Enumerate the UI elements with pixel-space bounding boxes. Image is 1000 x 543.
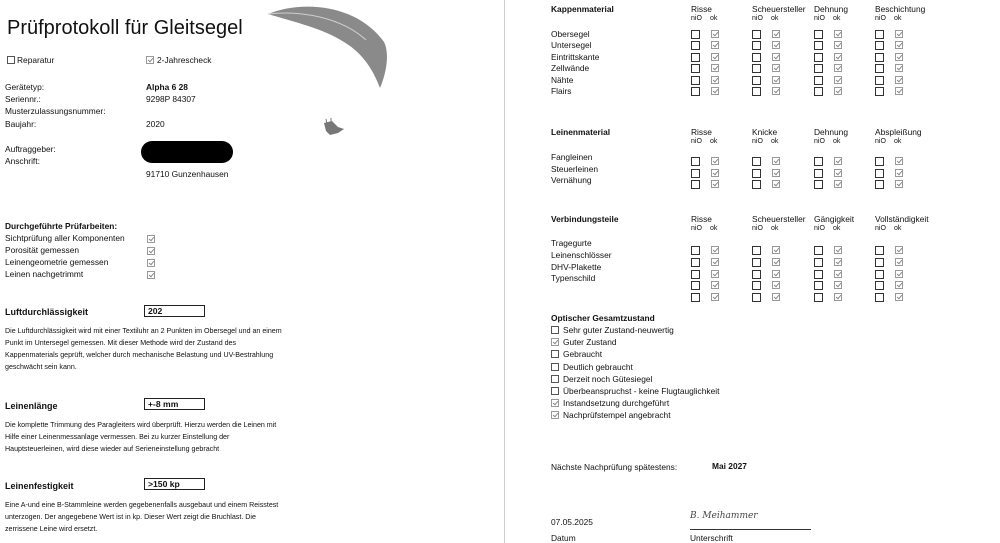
kappe-nio-checkbox[interactable] <box>814 64 823 73</box>
leinen-nio-checkbox[interactable] <box>814 180 823 189</box>
pruefarbeiten-heading: Durchgeführte Prüfarbeiten: <box>5 221 118 231</box>
kappe-ok-checkbox[interactable] <box>772 53 780 61</box>
verbindung-ok-checkbox[interactable] <box>834 246 842 254</box>
verbindung-ok-checkbox[interactable] <box>772 270 780 278</box>
leinen-column-header: Dehnung <box>814 127 848 137</box>
kappe-nio-label: niO <box>752 15 763 22</box>
kappe-nio-checkbox[interactable] <box>691 53 700 62</box>
verbindung-ok-checkbox[interactable] <box>711 293 719 301</box>
kappe-nio-checkbox[interactable] <box>752 41 761 50</box>
verbindung-row-label: Leinenschlösser <box>551 249 612 260</box>
luft-value[interactable]: 202 <box>144 305 205 317</box>
kappe-ok-checkbox[interactable] <box>772 30 780 38</box>
kappe-ok-checkbox[interactable] <box>711 53 719 61</box>
zustand-item-label: Instandsetzung durchgeführt <box>563 398 670 409</box>
kappe-nio-checkbox[interactable] <box>814 53 823 62</box>
verbindung-nio-checkbox[interactable] <box>691 293 700 302</box>
leinen-ok-checkbox[interactable] <box>772 169 780 177</box>
verbindung-column-header: Gängigkeit <box>814 214 855 224</box>
kappe-nio-label: niO <box>691 15 702 22</box>
kappe-ok-checkbox[interactable] <box>895 76 903 84</box>
kappe-ok-checkbox[interactable] <box>772 64 780 72</box>
seriennr-label: Seriennr.: <box>5 94 41 104</box>
kappe-ok-checkbox[interactable] <box>772 76 780 84</box>
leinen-nio-checkbox[interactable] <box>875 180 884 189</box>
verbindung-column-header: Scheuersteller <box>752 214 806 224</box>
signature-line <box>690 529 811 530</box>
kappe-ok-checkbox[interactable] <box>895 64 903 72</box>
leinenfestigkeit-heading: Leinenfestigkeit <box>5 481 74 491</box>
kappe-ok-checkbox[interactable] <box>772 87 780 95</box>
verbindung-ok-checkbox[interactable] <box>895 258 903 266</box>
kappe-nio-checkbox[interactable] <box>691 76 700 85</box>
verbindung-ok-checkbox[interactable] <box>834 270 842 278</box>
pruefarbeit-item: Porosität gemessen <box>5 245 80 255</box>
redaction-block <box>141 141 233 163</box>
leinenlaenge-text: Hilfe einer Leinenmessanlage vermessen. Bei zu kurzer Einstellung der <box>5 433 230 441</box>
kappe-ok-checkbox[interactable] <box>834 76 842 84</box>
leinenlaenge-text: Hauptsteuerleinen, wird diese wieder auf Serieneinstellung gebracht <box>5 445 220 453</box>
leinenfestigkeit-text: Eine A-und eine B-Stammleine werden gegebenenfalls ausgebaut und einem Reisstest <box>5 501 279 509</box>
signature: B. Meihammer <box>690 511 758 521</box>
kappe-nio-checkbox[interactable] <box>875 87 884 96</box>
leinen-column-header: Knicke <box>752 127 778 137</box>
zustand-checkbox[interactable] <box>551 326 559 334</box>
kappe-row-label: Untersegel <box>551 40 592 51</box>
leinenlaenge-value[interactable]: +-8 mm <box>144 398 205 410</box>
pruefarbeit-checkbox[interactable] <box>147 259 155 267</box>
next-inspection-label: Nächste Nachprüfung spätestens: <box>551 462 678 472</box>
page-title: Prüfprotokoll für Gleitsegel <box>7 17 243 39</box>
leinen-nio-checkbox[interactable] <box>752 157 761 166</box>
date-label: Datum <box>551 533 576 543</box>
verbindung-nio-checkbox[interactable] <box>875 281 884 290</box>
verbindung-column-header: Vollständigkeit <box>875 214 929 224</box>
verbindung-ok-checkbox[interactable] <box>711 281 719 289</box>
verbindung-ok-checkbox[interactable] <box>895 246 903 254</box>
leinenlaenge-text: Die komplette Trimmung des Paragleiters wird überprüft. Hierzu werden die Leinen mit <box>5 421 277 429</box>
pruefarbeit-checkbox[interactable] <box>147 235 155 243</box>
verbindung-ok-checkbox[interactable] <box>772 293 780 301</box>
verbindung-nio-checkbox[interactable] <box>691 281 700 290</box>
zustand-item-label: Sehr guter Zustand-neuwertig <box>563 325 674 335</box>
leinen-nio-checkbox[interactable] <box>814 157 823 166</box>
leinen-nio-checkbox[interactable] <box>691 157 700 166</box>
verbindung-ok-checkbox[interactable] <box>834 293 842 301</box>
jahrescheck-label: 2-Jahrescheck <box>157 55 212 65</box>
verbindung-column-header: Risse <box>691 214 712 224</box>
zustand-checkbox[interactable] <box>551 387 559 395</box>
kappe-column-header: Beschichtung <box>875 4 926 14</box>
reparatur-label: Reparatur <box>17 55 55 65</box>
verbindung-nio-checkbox[interactable] <box>691 246 700 255</box>
verbindung-ok-checkbox[interactable] <box>711 246 719 254</box>
verbindung-nio-checkbox[interactable] <box>875 293 884 302</box>
zustand-item-label: Deutlich gebraucht <box>563 361 633 372</box>
verbindung-nio-checkbox[interactable] <box>752 270 761 279</box>
kappe-nio-checkbox[interactable] <box>875 76 884 85</box>
luft-text: Punkt im Untersegel gemessen. Mit dieser Methode wird der Zustand des <box>5 339 237 347</box>
kappe-ok-checkbox[interactable] <box>711 41 719 49</box>
verbindung-nio-checkbox[interactable] <box>752 281 761 290</box>
leinen-nio-checkbox[interactable] <box>875 169 884 178</box>
leinen-nio-label: niO <box>875 138 886 145</box>
kappe-nio-checkbox[interactable] <box>875 53 884 62</box>
verbindung-nio-checkbox[interactable] <box>814 293 823 302</box>
pruefarbeit-checkbox[interactable] <box>147 271 155 279</box>
verbindung-ok-checkbox[interactable] <box>711 258 719 266</box>
leinen-ok-checkbox[interactable] <box>895 157 903 165</box>
zustand-checkbox[interactable] <box>551 399 559 407</box>
verbindung-nio-checkbox[interactable] <box>814 281 823 290</box>
verbindung-row-label: Typenschild <box>551 273 596 284</box>
leinen-nio-checkbox[interactable] <box>875 157 884 166</box>
leinen-ok-checkbox[interactable] <box>834 157 842 165</box>
kappe-column-header: Scheuersteller <box>752 4 806 14</box>
verbindung-ok-checkbox[interactable] <box>772 281 780 289</box>
leinen-ok-checkbox[interactable] <box>711 157 719 165</box>
kappe-nio-checkbox[interactable] <box>814 76 823 85</box>
zustand-item-label: Guter Zustand <box>563 337 617 348</box>
leinenfestigkeit-value[interactable]: >150 kp <box>144 478 205 490</box>
kappe-nio-checkbox[interactable] <box>691 64 700 73</box>
verbindung-ok-checkbox[interactable] <box>711 270 719 278</box>
leinen-ok-label: ok <box>771 138 779 145</box>
leinen-ok-checkbox[interactable] <box>834 169 842 177</box>
kappe-nio-checkbox[interactable] <box>752 30 761 39</box>
verbindung-nio-checkbox[interactable] <box>691 270 700 279</box>
kappe-nio-checkbox[interactable] <box>814 30 823 39</box>
kappe-ok-checkbox[interactable] <box>834 53 842 61</box>
kappe-ok-label: ok <box>710 15 718 22</box>
leinen-ok-checkbox[interactable] <box>711 169 719 177</box>
verbindung-ok-checkbox[interactable] <box>834 281 842 289</box>
verbindung-ok-label: ok <box>771 225 779 232</box>
zustand-checkbox[interactable] <box>551 411 559 419</box>
verbindung-nio-checkbox[interactable] <box>752 246 761 255</box>
pruefarbeit-item: Leinen nachgetrimmt <box>5 269 84 279</box>
leinen-nio-label: niO <box>814 138 825 145</box>
leinen-ok-label: ok <box>833 138 841 145</box>
date-value: 07.05.2025 <box>551 517 593 527</box>
verbindung-nio-checkbox[interactable] <box>875 258 884 267</box>
zustand-heading: Optischer Gesamtzustand <box>551 313 655 323</box>
leinen-column-header: Abspleißung <box>875 127 922 137</box>
leinen-row-label: Steuerleinen <box>551 163 599 174</box>
kappe-ok-checkbox[interactable] <box>834 41 842 49</box>
verbindung-row-label: DHV-Plakette <box>551 261 602 272</box>
verbindung-ok-checkbox[interactable] <box>895 281 903 289</box>
leinen-nio-checkbox[interactable] <box>691 180 700 189</box>
verbindung-nio-checkbox[interactable] <box>814 246 823 255</box>
kappe-nio-label: niO <box>875 15 886 22</box>
kappe-nio-checkbox[interactable] <box>752 87 761 96</box>
zustand-checkbox[interactable] <box>551 338 559 346</box>
leinen-nio-checkbox[interactable] <box>814 169 823 178</box>
pruefarbeit-item: Leinengeometrie gemessen <box>5 257 109 267</box>
kappe-nio-checkbox[interactable] <box>691 30 700 39</box>
jahrescheck-checkbox[interactable] <box>146 56 154 64</box>
next-inspection-value: Mai 2027 <box>712 461 747 471</box>
kappe-ok-checkbox[interactable] <box>895 41 903 49</box>
verbindung-nio-checkbox[interactable] <box>814 258 823 267</box>
verbindung-nio-checkbox[interactable] <box>752 293 761 302</box>
verbindung-ok-label: ok <box>710 225 718 232</box>
kappe-row-label: Obersegel <box>551 29 590 39</box>
kappe-nio-checkbox[interactable] <box>752 64 761 73</box>
reparatur-checkbox[interactable] <box>7 56 15 64</box>
verbindung-heading: Verbindungsteile <box>551 214 619 224</box>
leinen-nio-checkbox[interactable] <box>691 169 700 178</box>
verbindung-nio-label: niO <box>875 225 886 232</box>
kappe-ok-checkbox[interactable] <box>895 87 903 95</box>
verbindung-ok-label: ok <box>833 225 841 232</box>
kappe-ok-checkbox[interactable] <box>834 64 842 72</box>
kappe-row-label: Eintrittskante <box>551 51 600 62</box>
leinenlaenge-heading: Leinenlänge <box>5 401 58 411</box>
zustand-item-label: Gebraucht <box>563 349 603 360</box>
verbindung-row-label: Tragegurte <box>551 238 592 248</box>
verbindung-ok-checkbox[interactable] <box>834 258 842 266</box>
verbindung-ok-checkbox[interactable] <box>895 293 903 301</box>
zustand-checkbox[interactable] <box>551 350 559 358</box>
kappe-ok-checkbox[interactable] <box>772 41 780 49</box>
anschrift-value: 91710 Gunzenhausen <box>146 169 229 179</box>
kappe-column-header: Dehnung <box>814 4 848 14</box>
kappe-ok-checkbox[interactable] <box>711 64 719 72</box>
anschrift-label: Anschrift: <box>5 156 40 166</box>
leinen-ok-checkbox[interactable] <box>895 169 903 177</box>
verbindung-nio-label: niO <box>814 225 825 232</box>
verbindung-nio-checkbox[interactable] <box>814 270 823 279</box>
verbindung-ok-label: ok <box>894 225 902 232</box>
kappe-row-label: Flairs <box>551 86 572 96</box>
kappe-nio-checkbox[interactable] <box>752 76 761 85</box>
kappe-nio-checkbox[interactable] <box>752 53 761 62</box>
geraetetyp-value: Alpha 6 28 <box>146 82 188 92</box>
kappe-nio-checkbox[interactable] <box>875 41 884 50</box>
leinen-nio-label: niO <box>752 138 763 145</box>
kappe-row-label: Nähte <box>551 74 574 85</box>
pruefarbeit-item: Sichtprüfung aller Komponenten <box>5 233 125 243</box>
kappe-ok-label: ok <box>894 15 902 22</box>
kappe-column-header: Risse <box>691 4 712 14</box>
leinen-nio-label: niO <box>691 138 702 145</box>
leinen-nio-checkbox[interactable] <box>752 180 761 189</box>
kappe-nio-checkbox[interactable] <box>875 30 884 39</box>
kappe-ok-checkbox[interactable] <box>895 53 903 61</box>
leinenfestigkeit-text: unterzogen. Der angegebene Wert ist in kp. Dieser Wert zeigt die Bruchlast. Die <box>5 513 256 521</box>
paraglider-illustration <box>262 2 392 94</box>
zustand-item-label: Überbeanspruchst - keine Flugtauglichkeit <box>563 386 720 396</box>
kappe-ok-checkbox[interactable] <box>711 87 719 95</box>
zustand-item-label: Nachprüfstempel angebracht <box>563 410 671 421</box>
signature-label: Unterschrift <box>690 533 733 543</box>
zustand-checkbox[interactable] <box>551 363 559 371</box>
page-divider <box>504 0 505 543</box>
luft-text: Die Luftdurchlässigkeit wird mit einer Textiluhr an 2 Punkten im Obersegel und an einem <box>5 327 282 335</box>
kappe-ok-label: ok <box>833 15 841 22</box>
auftraggeber-label: Auftraggeber: <box>5 144 56 154</box>
leinenfestigkeit-text: zerrissene Leine wird ersetzt. <box>5 525 98 533</box>
kappe-nio-label: niO <box>814 15 825 22</box>
kappe-ok-checkbox[interactable] <box>834 30 842 38</box>
leinen-ok-label: ok <box>710 138 718 145</box>
leinen-ok-checkbox[interactable] <box>772 157 780 165</box>
leinen-ok-label: ok <box>894 138 902 145</box>
kappe-nio-checkbox[interactable] <box>691 41 700 50</box>
kappe-nio-checkbox[interactable] <box>691 87 700 96</box>
verbindung-nio-label: niO <box>752 225 763 232</box>
zustand-item-label: Derzeit noch Gütesiegel <box>563 373 653 384</box>
luft-heading: Luftdurchlässigkeit <box>5 307 89 317</box>
verbindung-nio-checkbox[interactable] <box>752 258 761 267</box>
leinen-column-header: Risse <box>691 127 712 137</box>
pilot-illustration <box>318 117 348 141</box>
verbindung-ok-checkbox[interactable] <box>772 246 780 254</box>
pruefarbeit-checkbox[interactable] <box>147 247 155 255</box>
verbindung-nio-checkbox[interactable] <box>875 246 884 255</box>
kappe-ok-label: ok <box>771 15 779 22</box>
verbindung-nio-label: niO <box>691 225 702 232</box>
kappe-nio-checkbox[interactable] <box>814 87 823 96</box>
baujahr-label: Baujahr: <box>5 119 37 129</box>
leinen-heading: Leinenmaterial <box>551 127 611 137</box>
musterzulassung-label: Musterzulassungsnummer: <box>5 106 106 116</box>
kappe-ok-checkbox[interactable] <box>711 30 719 38</box>
verbindung-nio-checkbox[interactable] <box>691 258 700 267</box>
luft-text: Kappenmaterials geprüft, welcher durch mechanische Belastung und UV-Bestrahlung <box>5 351 274 359</box>
zustand-checkbox[interactable] <box>551 375 559 383</box>
leinen-nio-checkbox[interactable] <box>752 169 761 178</box>
kappe-ok-checkbox[interactable] <box>895 30 903 38</box>
kappe-heading: Kappenmaterial <box>551 4 614 14</box>
leinen-ok-checkbox[interactable] <box>772 180 780 188</box>
kappe-ok-checkbox[interactable] <box>834 87 842 95</box>
verbindung-nio-checkbox[interactable] <box>875 270 884 279</box>
verbindung-ok-checkbox[interactable] <box>772 258 780 266</box>
kappe-row-label: Zellwände <box>551 63 590 74</box>
kappe-nio-checkbox[interactable] <box>814 41 823 50</box>
baujahr-value: 2020 <box>146 119 165 129</box>
kappe-ok-checkbox[interactable] <box>711 76 719 84</box>
geraetetyp-label: Gerätetyp: <box>5 82 45 92</box>
leinen-ok-checkbox[interactable] <box>834 180 842 188</box>
seriennr-value: 9298P 84307 <box>146 94 196 104</box>
leinen-ok-checkbox[interactable] <box>895 180 903 188</box>
leinen-ok-checkbox[interactable] <box>711 180 719 188</box>
kappe-nio-checkbox[interactable] <box>875 64 884 73</box>
verbindung-ok-checkbox[interactable] <box>895 270 903 278</box>
luft-text: geschwächt sein kann. <box>5 363 77 371</box>
leinen-row-label: Fangleinen <box>551 152 593 162</box>
leinen-row-label: Vernähung <box>551 175 592 186</box>
